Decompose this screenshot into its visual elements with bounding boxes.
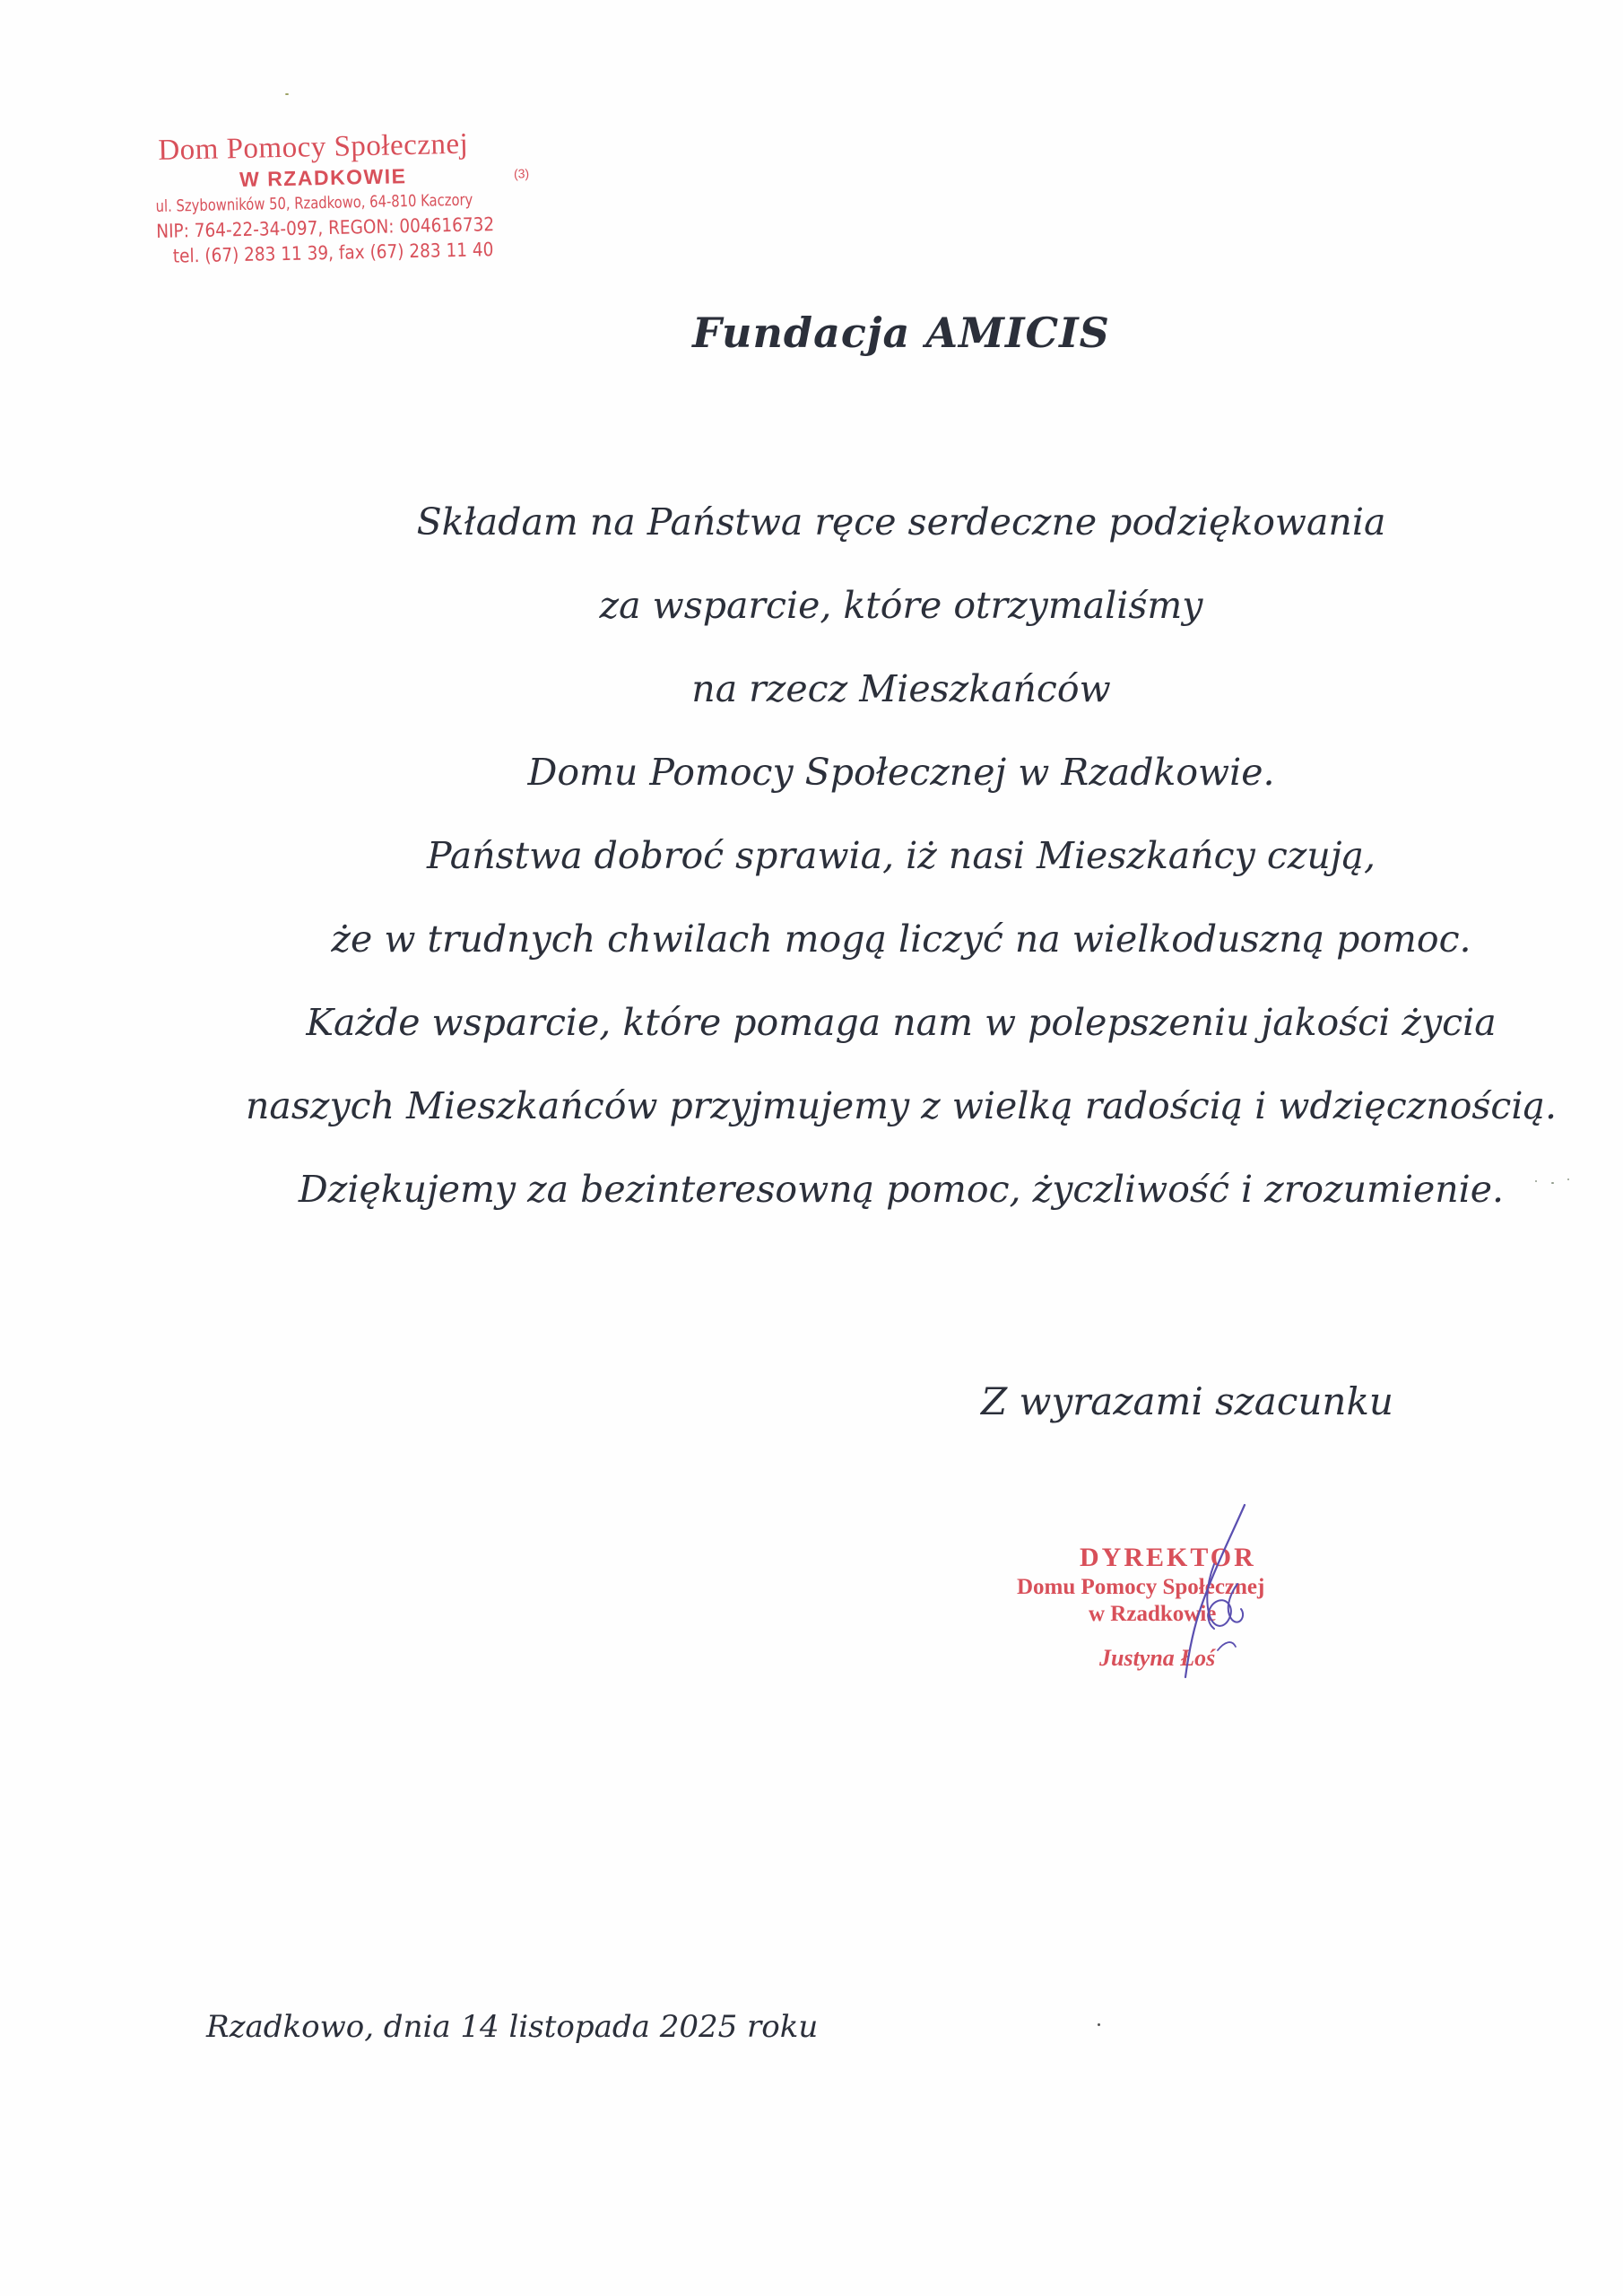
body-line: że w trudnych chwilach mogą liczyć na wielkoduszną pomoc. xyxy=(331,918,1471,961)
body-line: naszych Mieszkańców przyjmujemy z wielką radością i wdzięcznością. xyxy=(246,1084,1557,1127)
stamp-institution-name: Dom Pomocy Społecznej xyxy=(157,127,469,167)
letter-recipient: Fundacja AMICIS xyxy=(692,309,1110,357)
body-line: Domu Pomocy Społecznej w Rzadkowie. xyxy=(527,751,1275,794)
scan-speck xyxy=(1098,2023,1100,2026)
stamp-address: ul. Szybowników 50, Rzadkowo, 64-810 Kaczory xyxy=(155,190,473,216)
body-line: Każde wsparcie, które pomaga nam w polepszeniu jakości życia xyxy=(306,1001,1497,1044)
stamp-tax-ids: NIP: 764-22-34-097, REGON: 004616732 xyxy=(156,213,495,242)
institution-stamp xyxy=(154,126,531,267)
stamp-number: (3) xyxy=(513,166,530,181)
handwritten-signature xyxy=(1132,1498,1275,1686)
scan-speck xyxy=(1535,1180,1537,1182)
body-line: za wsparcie, które otrzymaliśmy xyxy=(599,584,1203,627)
body-line: Państwa dobroć sprawia, iż nasi Mieszkańcy czują, xyxy=(427,834,1376,877)
director-title: DYREKTOR xyxy=(1080,1543,1256,1572)
letter-closing: Z wyrazami szacunku xyxy=(981,1379,1393,1423)
scan-speck xyxy=(1551,1182,1554,1184)
body-line: na rzecz Mieszkańców xyxy=(691,667,1111,710)
stamp-institution-city: W RZADKOWIE xyxy=(239,164,407,192)
body-line: Składam na Państwa ręce serdeczne podziękowania xyxy=(416,500,1386,544)
scan-speck xyxy=(1567,1178,1569,1180)
director-city: w Rzadkowie xyxy=(1089,1602,1217,1626)
place-and-date: Rzadkowo, dnia 14 listopada 2025 roku xyxy=(206,2009,819,2045)
letter-body xyxy=(0,481,1623,1231)
scan-speck xyxy=(285,93,289,95)
director-organization: Domu Pomocy Społecznej xyxy=(1017,1575,1265,1599)
body-line: Dziękujemy za bezinteresowną pomoc, życzliwość i zrozumienie. xyxy=(298,1168,1505,1211)
stamp-phone: tel. (67) 283 11 39, fax (67) 283 11 40 xyxy=(172,239,494,267)
director-name: Justyna Łoś xyxy=(1099,1645,1216,1671)
